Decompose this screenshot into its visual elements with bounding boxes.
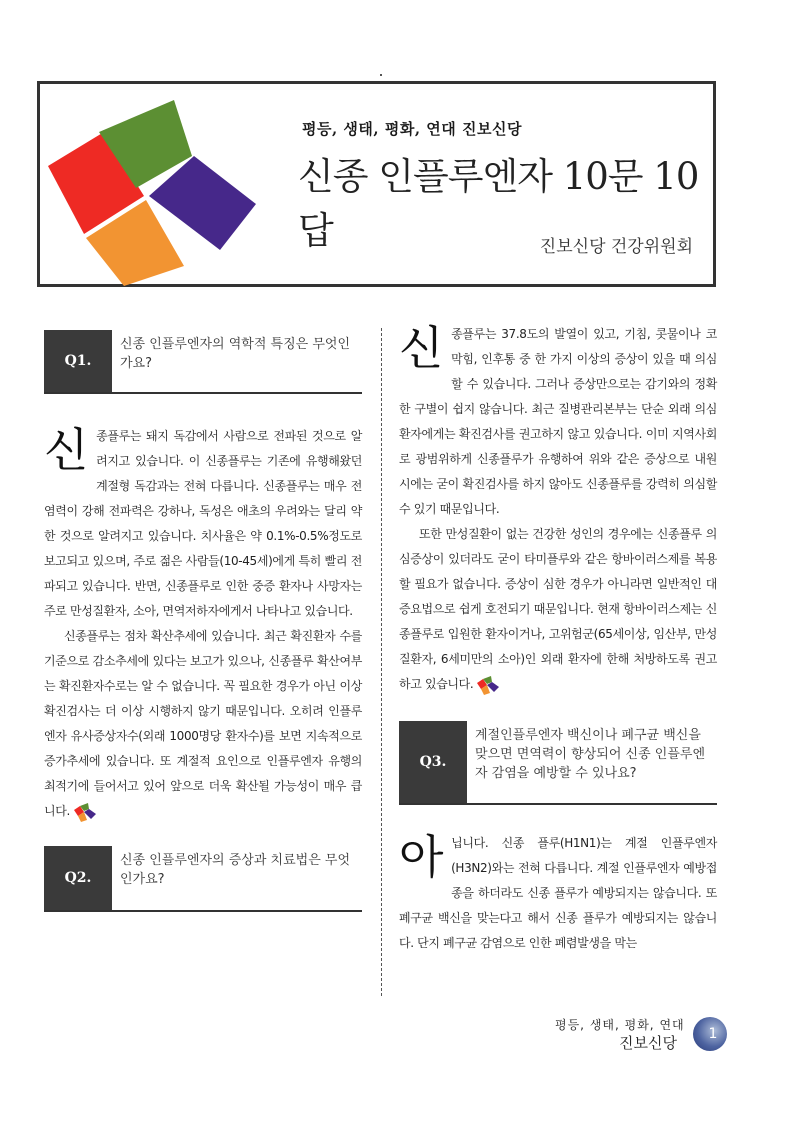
- answer-2-block-2: [399, 522, 717, 697]
- answer-1-paragraph-2: 신종플루는 점차 확산추세에 있습니다. 최근 확진환자 수를 기준으로 감소추세에 있다는 보고가 있으나, 신종플루 확산여부는 확진환자수로는 알 수 없습니다. 꼭 필요한 경우가 아닌 이상 확진검사는 더 이상 시행하지 않기 때문입니다. 오히려 인플루엔자 유사증상자수(외래 1000명당 환자수)를 보면 지속적으로 증가추세에 있습니다. 또 계절적 요인으로 인플루엔자 유행의 최적기에 들어서고 있어 앞으로 더욱 확산될 가능성이 매우 큽니다.: [44, 629, 362, 818]
- question-label: Q1.: [44, 330, 112, 392]
- answer-2-paragraph-2: 또한 만성질환이 없는 건강한 성인의 경우에는 신종플루 의심증상이 있더라도 굳이 타미플루와 같은 항바이러스제를 복용할 필요가 없습니다. 증상이 심한 경우가 아니라면 일반적인 대증요법으로 쉽게 호전되기 때문입니다. 현재 항바이러스제는 신종플루로 입원한 환자이거나, 고위험군(65세이상, 임산부, 만성질환자, 6세미만의 소아)인 외래 환자에 한해 처방하도록 권고하고 있습니다.: [399, 527, 717, 691]
- page-number: 1: [693, 1017, 727, 1051]
- column-divider: [381, 328, 382, 996]
- question-box-q2: [44, 846, 362, 912]
- right-column: [399, 322, 717, 956]
- header-subtitle: 평등, 생태, 평화, 연대 진보신당: [302, 120, 522, 138]
- committee-name: 진보신당 건강위원회: [539, 237, 693, 257]
- header-box: [37, 81, 716, 287]
- dropcap: 아: [399, 830, 444, 884]
- footer-party-name: 진보신당: [619, 1034, 677, 1052]
- answer-1-block-2: [44, 624, 362, 824]
- question-text: 신종 인플루엔자의 역학적 특징은 무엇인가요?: [120, 337, 351, 371]
- question-text: 신종 인플루엔자의 증상과 치료법은 무엇인가요?: [120, 853, 351, 887]
- answer-2-paragraph-1: 종플루는 37.8도의 발열이 있고, 기침, 콧물이나 코막힘, 인후통 중 한 가지 이상의 증상이 있을 때 의심할 수 있습니다. 그러나 증상만으로는 감기와의 정확한 구별이 쉽지 않습니다. 최근 질병관리본부는 단순 외래 의심환자에게는 확진검사를 권고하지 않고 있습니다. 이미 지역사회로 광범위하게 신종플루가 유행하여 위와 같은 증상으로 내원 시에는 굳이 확진검사를 하지 않아도 신종플루를 강력히 의심할 수 있기 때문입니다.: [399, 327, 717, 516]
- question-label: Q3.: [399, 721, 467, 803]
- answer-1: [44, 424, 362, 624]
- end-mark-icon: [72, 801, 98, 823]
- page-title: 신종 인플루엔자 10문 10답: [298, 155, 699, 252]
- footer-subtitle: 평등, 생태, 평화, 연대: [555, 1018, 685, 1032]
- answer-2: [399, 322, 717, 522]
- question-label: Q2.: [44, 846, 112, 910]
- answer-1-paragraph-1: 종플루는 돼지 독감에서 사람으로 전파된 것으로 알려지고 있습니다. 이 신종플루는 기존에 유행해왔던 계절형 독감과는 전혀 다릅니다. 신종플루는 매우 전염력이 강해 전파력은 강하나, 독성은 애초의 우려와는 달리 약한 것으로 알려지고 있습니다. 치사율은 약 0.1%-0.5%정도로 보고되고 있으며, 주로 젊은 사람들(10-45세)에게 특히 빨리 전파되고 있습니다. 반면, 신종플루로 인한 중증 환자나 사망자는 주로 만성질환자, 소아, 면역저하자에게서 나타나고 있습니다.: [44, 429, 362, 618]
- page-dot: [380, 74, 382, 76]
- question-box-q3: [399, 721, 717, 805]
- answer-3: [399, 831, 717, 956]
- question-text: 계절인플루엔자 백신이나 폐구균 백신을 맞으면 면역력이 향상되어 신종 인플루엔자 감염을 예방할 수 있나요?: [475, 728, 706, 781]
- end-mark-icon: [475, 674, 501, 696]
- party-logo-icon: [44, 96, 260, 288]
- answer-3-paragraph-1: 닙니다. 신종 플루(H1N1)는 계절 인플루엔자(H3N2)와는 전혀 다릅니다. 계절 인플루엔자 예방접종을 하더라도 신종 플루가 예방되지는 않습니다. 또 폐구균 백신을 맞는다고 해서 신종 플루가 예방되지는 않습니다. 단지 폐구균 감염으로 인한 폐렴발생을 막는: [399, 836, 717, 950]
- question-box-q1: [44, 330, 362, 394]
- left-column: [44, 330, 362, 912]
- dropcap: 신: [399, 321, 444, 375]
- dropcap: 신: [44, 423, 89, 477]
